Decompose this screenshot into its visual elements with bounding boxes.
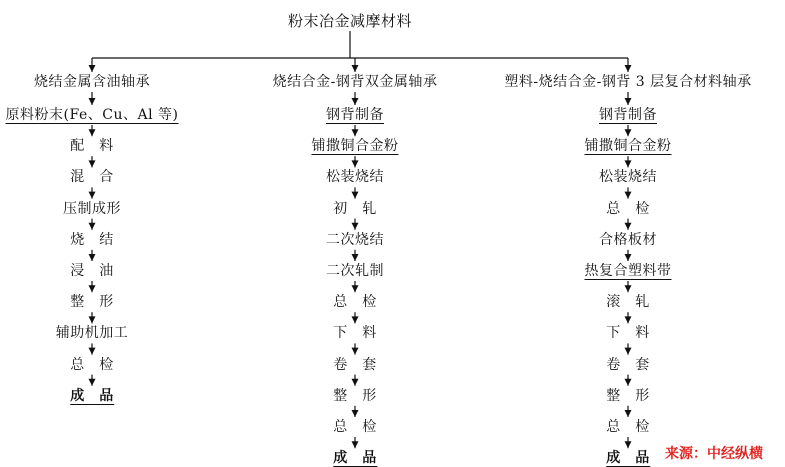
source-note: 来源：中经纵横	[665, 446, 763, 462]
step-2-5	[326, 231, 384, 249]
step-arrow-3-2	[625, 160, 632, 167]
step-1-3	[70, 168, 114, 186]
step-arrow-2-9	[352, 379, 359, 386]
step-3-10	[606, 387, 650, 405]
step-arrow-1-1	[89, 129, 96, 136]
step-1-10	[70, 387, 114, 405]
step-2-2	[312, 137, 399, 155]
step-arrow-3-1	[625, 129, 632, 136]
step-arrow-3-5	[625, 254, 632, 261]
step-label: 二次烧结	[326, 231, 384, 248]
branch-arrow-3	[625, 65, 632, 72]
step-label: 整 形	[70, 294, 114, 311]
step-arrow-1-5	[89, 254, 96, 261]
step-1-4	[63, 200, 121, 218]
step-arrow-3-6	[625, 285, 632, 292]
step-2-4	[333, 200, 377, 218]
step-arrow-2-11	[352, 441, 359, 448]
step-3-3	[599, 168, 657, 186]
step-3-6	[585, 262, 672, 280]
step-label: 卷 套	[333, 356, 377, 373]
branch-arrow-1	[89, 65, 96, 72]
heading-arrow-3	[625, 98, 632, 105]
step-label: 松装烧结	[599, 169, 657, 186]
step-arrow-2-1	[352, 129, 359, 136]
step-label: 钢背制备	[326, 107, 384, 123]
step-label: 成 品	[606, 450, 650, 467]
step-3-12	[606, 449, 650, 467]
step-1-8	[56, 324, 129, 342]
step-label: 二次轧制	[326, 263, 384, 279]
step-3-4	[606, 200, 650, 218]
step-2-9	[333, 356, 377, 374]
heading-arrow-2	[352, 98, 359, 105]
step-arrow-3-9	[625, 379, 632, 386]
step-arrow-3-7	[625, 316, 632, 323]
step-arrow-1-6	[89, 285, 96, 292]
step-1-2	[70, 137, 114, 155]
step-label: 成 品	[333, 450, 377, 467]
step-label: 初 轧	[333, 200, 377, 217]
step-2-8	[333, 324, 377, 342]
step-label: 松装烧结	[326, 169, 384, 186]
step-2-3	[326, 168, 384, 186]
step-label: 浸 油	[70, 263, 114, 279]
step-label: 总 检	[333, 419, 377, 435]
step-1-7	[70, 293, 114, 311]
step-label: 整 形	[606, 387, 650, 404]
step-1-6	[70, 262, 114, 280]
step-arrow-3-3	[625, 192, 632, 199]
step-label: 合格板材	[599, 231, 657, 248]
step-arrow-2-6	[352, 285, 359, 292]
step-arrow-2-7	[352, 316, 359, 323]
branch-heading-2: 烧结合金-钢背双金属轴承	[272, 74, 438, 90]
step-label: 热复合塑料带	[584, 263, 672, 279]
step-arrow-3-4	[625, 223, 632, 230]
step-2-11	[333, 418, 377, 436]
step-arrow-3-11	[625, 441, 632, 448]
step-arrow-1-8	[89, 348, 96, 355]
step-label: 配 料	[70, 138, 114, 155]
step-label: 总 检	[333, 294, 377, 311]
step-label: 总 检	[70, 356, 114, 373]
step-2-1	[326, 106, 384, 124]
step-label: 卷 套	[606, 356, 650, 373]
step-label: 铺撒铜合金粉	[311, 138, 399, 155]
step-arrow-1-7	[89, 316, 96, 323]
step-3-9	[606, 356, 650, 374]
step-2-6	[326, 262, 384, 280]
step-3-2	[585, 137, 672, 155]
step-arrow-2-3	[352, 192, 359, 199]
step-label: 下 料	[606, 325, 650, 342]
step-2-12	[333, 449, 377, 467]
step-label: 原料粉末(Fe、Cu、Al 等)	[5, 107, 179, 123]
branch-heading-3: 塑料-烧结合金-钢背 3 层复合材料轴承	[504, 74, 752, 90]
step-1-1	[6, 106, 179, 124]
step-2-7	[333, 293, 377, 311]
heading-arrow-1	[89, 98, 96, 105]
step-label: 整 形	[333, 387, 377, 404]
step-3-8	[606, 324, 650, 342]
step-label: 铺撒铜合金粉	[584, 138, 672, 155]
step-arrow-3-8	[625, 348, 632, 355]
step-label: 滚 轧	[606, 294, 650, 311]
step-label: 混 合	[70, 169, 114, 186]
step-arrow-3-10	[625, 410, 632, 417]
step-3-7	[606, 293, 650, 311]
step-arrow-1-2	[89, 160, 96, 167]
step-arrow-1-4	[89, 223, 96, 230]
step-1-5	[70, 231, 114, 249]
step-3-1	[599, 106, 657, 124]
step-arrow-1-9	[89, 379, 96, 386]
step-label: 成 品	[70, 387, 114, 404]
step-3-11	[606, 418, 650, 436]
step-arrow-2-10	[352, 410, 359, 417]
step-label: 烧 结	[70, 231, 114, 248]
step-arrow-2-4	[352, 223, 359, 230]
step-label: 钢背制备	[599, 107, 657, 123]
step-label: 压制成形	[63, 200, 121, 217]
step-label: 辅助机加工	[55, 325, 129, 342]
branch-heading-1: 烧结金属含油轴承	[34, 74, 150, 90]
step-arrow-2-5	[352, 254, 359, 261]
step-1-9	[70, 356, 114, 374]
step-arrow-2-2	[352, 160, 359, 167]
step-arrow-1-3	[89, 192, 96, 199]
step-label: 下 料	[333, 325, 377, 342]
step-3-5	[599, 231, 657, 249]
step-label: 总 检	[606, 419, 650, 435]
step-arrow-2-8	[352, 348, 359, 355]
step-label: 总 检	[606, 200, 650, 217]
root-title: 粉末冶金减摩材料	[287, 12, 413, 30]
branch-arrow-2	[352, 65, 359, 72]
step-2-10	[333, 387, 377, 405]
